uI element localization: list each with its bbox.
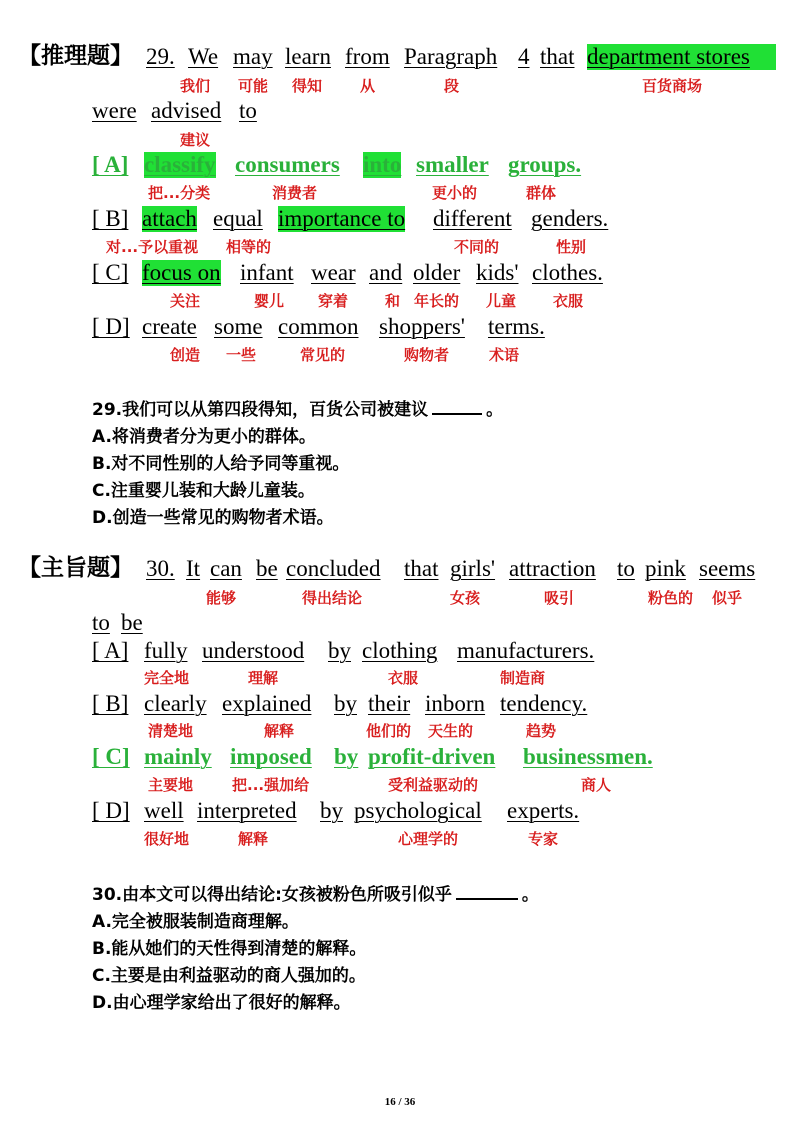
q29-stem-keyword: department stores bbox=[587, 44, 776, 70]
q30-option-d bbox=[0, 798, 800, 824]
q30-stem-word: pink bbox=[645, 556, 686, 581]
option-letter: [ A] bbox=[92, 638, 129, 663]
option-word: wear bbox=[311, 260, 356, 285]
q29-translation-b: B.对不同性别的人给予同等重视。 bbox=[92, 454, 350, 474]
q30-gloss: 得出结论 bbox=[302, 589, 363, 607]
answer-blank bbox=[432, 399, 482, 415]
option-word: by bbox=[328, 638, 351, 663]
q29-gloss: 对...予以重视 bbox=[106, 238, 199, 256]
option-word: groups. bbox=[508, 152, 582, 177]
option-word: well bbox=[144, 798, 184, 823]
q30-gloss: 女孩 bbox=[450, 589, 481, 607]
q30-gloss: 受利益驱动的 bbox=[388, 776, 479, 794]
option-word: understood bbox=[202, 638, 305, 663]
option-letter: [ B] bbox=[92, 691, 129, 716]
q29-stem-word: We bbox=[188, 44, 219, 69]
q29-translation-c: C.注重婴儿装和大龄儿童装。 bbox=[92, 481, 315, 501]
q30-option-a bbox=[0, 638, 800, 664]
option-word: common bbox=[278, 314, 359, 339]
q30-translation-end: 。 bbox=[521, 885, 539, 905]
q30-stem-word: be bbox=[256, 556, 278, 581]
q30-gloss: 解释 bbox=[238, 830, 269, 848]
q29-gloss: 穿着 bbox=[318, 292, 349, 310]
q30-gloss: 粉色的 bbox=[648, 589, 694, 607]
q30-stem-word: girls' bbox=[450, 556, 496, 581]
q30-gloss: 商人 bbox=[581, 776, 612, 794]
q29-stem-word: to bbox=[239, 98, 257, 123]
q29-gloss: 性别 bbox=[556, 238, 587, 256]
option-word: terms. bbox=[488, 314, 545, 339]
option-word: consumers bbox=[235, 152, 340, 177]
q30-option-c bbox=[0, 744, 800, 770]
q29-option-b bbox=[0, 206, 800, 232]
option-word: different bbox=[433, 206, 512, 231]
q29-gloss: 衣服 bbox=[553, 292, 584, 310]
option-word: mainly bbox=[144, 744, 212, 769]
q29-stem-word: were bbox=[92, 98, 137, 123]
option-word: businessmen. bbox=[523, 744, 653, 769]
option-word: fully bbox=[144, 638, 188, 663]
page-current: 16 bbox=[384, 1096, 396, 1108]
q29-gloss: 购物者 bbox=[404, 346, 450, 364]
option-word: some bbox=[214, 314, 263, 339]
q30-option-b bbox=[0, 691, 800, 717]
q30-gloss: 心理学的 bbox=[398, 830, 459, 848]
q30-stem-word: can bbox=[210, 556, 242, 581]
q29-stem-word: may bbox=[233, 44, 273, 69]
q30-translation-stem-text: 30.由本文可以得出结论:女孩被粉色所吸引似乎 bbox=[92, 885, 452, 905]
option-word: shoppers' bbox=[379, 314, 465, 339]
option-word: and bbox=[369, 260, 403, 285]
option-letter: [ D] bbox=[92, 314, 130, 339]
option-word: smaller bbox=[416, 152, 489, 177]
q29-translation-end: 。 bbox=[486, 400, 504, 420]
option-word: importance to bbox=[278, 206, 406, 231]
option-word: their bbox=[368, 691, 411, 716]
q29-gloss: 相等的 bbox=[226, 238, 272, 256]
q29-type-tag: 【推理题】 bbox=[18, 43, 133, 69]
q30-translation-a: A.完全被服装制造商理解。 bbox=[92, 912, 299, 932]
page-separator: / bbox=[398, 1096, 402, 1108]
option-word: clearly bbox=[144, 691, 207, 716]
q30-gloss: 完全地 bbox=[144, 669, 190, 687]
option-word: psychological bbox=[354, 798, 482, 823]
q30-gloss: 把...强加给 bbox=[232, 776, 310, 794]
q30-gloss: 解释 bbox=[264, 722, 295, 740]
q30-stem-word: concluded bbox=[286, 556, 381, 581]
q29-translation-a: A.将消费者分为更小的群体。 bbox=[92, 427, 316, 447]
q29-stem-line1 bbox=[0, 44, 800, 70]
q30-gloss: 衣服 bbox=[388, 669, 419, 687]
q30-type-tag: 【主旨题】 bbox=[18, 555, 133, 581]
q29-gloss: 我们 bbox=[180, 77, 211, 95]
option-letter: [ C] bbox=[92, 744, 130, 769]
option-word: genders. bbox=[531, 206, 609, 231]
q30-gloss: 似乎 bbox=[712, 589, 743, 607]
q29-translation-stem-text: 29.我们可以从第四段得知，百货公司被建议 bbox=[92, 400, 429, 420]
option-word: create bbox=[142, 314, 197, 339]
q30-gloss: 能够 bbox=[206, 589, 237, 607]
q30-gloss: 吸引 bbox=[544, 589, 575, 607]
option-letter: [ D] bbox=[92, 798, 130, 823]
q29-gloss: 一些 bbox=[226, 346, 257, 364]
page-number bbox=[0, 1096, 800, 1108]
option-word: inborn bbox=[425, 691, 486, 716]
q29-gloss: 创造 bbox=[170, 346, 201, 364]
option-word: focus on bbox=[142, 260, 221, 285]
option-word: experts. bbox=[507, 798, 580, 823]
q30-gloss: 理解 bbox=[248, 669, 279, 687]
q29-translation-d: D.创造一些常见的购物者术语。 bbox=[92, 508, 334, 528]
q29-gloss: 更小的 bbox=[432, 184, 478, 202]
q30-translation-c: C.主要是由利益驱动的商人强加的。 bbox=[92, 966, 366, 986]
q29-stem-word: 4 bbox=[518, 44, 530, 69]
q30-gloss: 专家 bbox=[528, 830, 559, 848]
option-word: classify bbox=[144, 152, 216, 177]
option-word: explained bbox=[222, 691, 312, 716]
q30-gloss: 制造商 bbox=[500, 669, 546, 687]
option-letter: [ C] bbox=[92, 260, 129, 285]
option-word: by bbox=[334, 744, 359, 769]
q29-gloss: 消费者 bbox=[272, 184, 318, 202]
option-word: clothing bbox=[362, 638, 438, 663]
q30-stem-word: that bbox=[404, 556, 439, 581]
option-word: by bbox=[320, 798, 343, 823]
q30-translation-stem bbox=[92, 884, 539, 906]
q29-translation-stem bbox=[92, 399, 503, 421]
q29-gloss: 年长的 bbox=[414, 292, 460, 310]
q29-option-a bbox=[0, 152, 800, 178]
q29-stem-word: Paragraph bbox=[404, 44, 498, 69]
option-word: clothes. bbox=[532, 260, 603, 285]
q30-gloss: 天生的 bbox=[428, 722, 474, 740]
q30-gloss: 清楚地 bbox=[148, 722, 194, 740]
option-word: attach bbox=[142, 206, 197, 231]
q29-stem-word: from bbox=[345, 44, 390, 69]
option-word: into bbox=[363, 152, 402, 177]
q29-stem-word: learn bbox=[285, 44, 331, 69]
option-word: older bbox=[413, 260, 461, 285]
q29-option-c bbox=[0, 260, 800, 286]
q29-gloss: 婴儿 bbox=[254, 292, 285, 310]
q29-option-d bbox=[0, 314, 800, 340]
q29-gloss: 常见的 bbox=[300, 346, 346, 364]
q29-stem-word: that bbox=[540, 44, 575, 69]
option-word: imposed bbox=[230, 744, 312, 769]
q30-stem-word: seems bbox=[699, 556, 756, 581]
option-word: manufacturers. bbox=[457, 638, 595, 663]
option-word: infant bbox=[240, 260, 294, 285]
option-word: equal bbox=[213, 206, 263, 231]
q29-gloss: 不同的 bbox=[454, 238, 500, 256]
q29-stem-line2 bbox=[0, 98, 800, 124]
q30-stem-word: 30. bbox=[146, 556, 175, 581]
q30-stem-word: attraction bbox=[509, 556, 596, 581]
option-word: profit-driven bbox=[368, 744, 496, 769]
q29-gloss: 把...分类 bbox=[148, 184, 211, 202]
q30-stem-line2 bbox=[0, 610, 800, 636]
option-word: tendency. bbox=[500, 691, 588, 716]
q29-gloss: 和 bbox=[385, 292, 401, 310]
q29-stem-word: advised bbox=[151, 98, 222, 123]
q29-gloss: 可能 bbox=[238, 77, 269, 95]
option-word: by bbox=[334, 691, 357, 716]
q30-gloss: 他们的 bbox=[366, 722, 412, 740]
q30-stem-line1 bbox=[0, 556, 800, 582]
q30-stem-word: to bbox=[92, 610, 110, 635]
q29-gloss: 从 bbox=[360, 77, 376, 95]
q30-gloss: 趋势 bbox=[526, 722, 557, 740]
q29-stem-word: 29. bbox=[146, 44, 175, 69]
option-letter: [ B] bbox=[92, 206, 129, 231]
q29-gloss: 群体 bbox=[526, 184, 557, 202]
option-word: interpreted bbox=[197, 798, 297, 823]
q29-gloss: 百货商场 bbox=[642, 77, 703, 95]
q30-stem-word: to bbox=[617, 556, 635, 581]
q29-gloss: 儿童 bbox=[486, 292, 517, 310]
q29-gloss: 得知 bbox=[292, 77, 323, 95]
q29-gloss: 段 bbox=[444, 77, 460, 95]
q30-translation-b: B.能从她们的天性得到清楚的解释。 bbox=[92, 939, 367, 959]
q30-stem-word: be bbox=[121, 610, 143, 635]
option-word: kids' bbox=[476, 260, 519, 285]
q30-gloss: 很好地 bbox=[144, 830, 190, 848]
option-letter: [ A] bbox=[92, 152, 129, 177]
q29-gloss: 关注 bbox=[170, 292, 201, 310]
q30-translation-d: D.由心理学家给出了很好的解释。 bbox=[92, 993, 351, 1013]
q30-gloss: 主要地 bbox=[148, 776, 194, 794]
answer-blank bbox=[456, 884, 518, 900]
page-total: 36 bbox=[404, 1096, 416, 1108]
q30-stem-word: It bbox=[186, 556, 201, 581]
q29-gloss: 术语 bbox=[489, 346, 520, 364]
q29-gloss: 建议 bbox=[180, 131, 211, 149]
